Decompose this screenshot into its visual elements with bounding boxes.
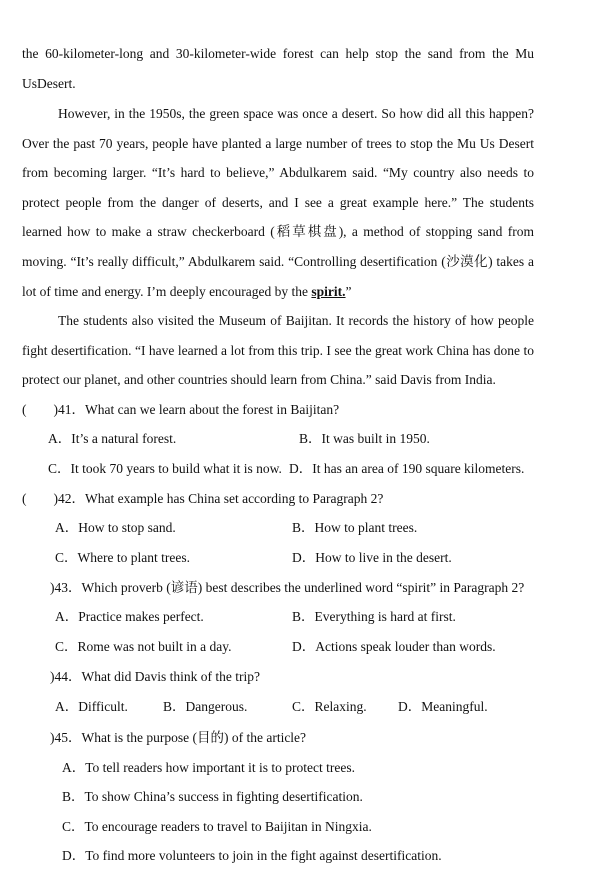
- question-stem: Which proverb (谚语) best describes the underlined word “spirit” in Paragraph 2?: [81, 580, 525, 595]
- option-d: D．Meaningful.: [398, 699, 488, 714]
- passage-line: from becoming larger. “It’s hard to believe,” Abdulkarem said. “My country also needs to: [22, 165, 534, 180]
- passage-line: protect people from the danger of deserts, and I see a great example here.” The students: [22, 195, 534, 210]
- option-b: B．How to plant trees.: [292, 520, 418, 535]
- option-b: B．Everything is hard at first.: [292, 609, 456, 624]
- passage-line: [22, 283, 352, 301]
- option-c: C．Rome was not built in a day.: [55, 639, 232, 654]
- question-45: [50, 729, 306, 747]
- passage-line: The students also visited the Museum of Baijitan. It records the history of how people: [58, 313, 534, 328]
- option-a: A．To tell readers how important it is to protect trees.: [62, 760, 355, 775]
- passage-line: the 60-kilometer-long and 30-kilometer-wide forest can help stop the sand from the Mu: [22, 46, 534, 61]
- passage-line: fight desertification. “I have learned a lot from this trip. I see the great work China has done to: [22, 343, 534, 358]
- question-41: [22, 401, 339, 419]
- option-d: D．It has an area of 190 square kilometers.: [289, 461, 525, 476]
- option-a: A．Difficult.: [55, 699, 128, 714]
- passage-line: moving. “It’s really difficult,” Abdulkarem said. “Controlling desertification (沙漠化) takes a: [22, 254, 534, 269]
- question-stem: What can we learn about the forest in Baijitan?: [85, 402, 340, 417]
- question-42: [22, 490, 383, 508]
- question-number: )43．: [50, 580, 82, 595]
- option-d: D．How to live in the desert.: [292, 550, 452, 565]
- passage-text: ”: [345, 284, 352, 299]
- option-c: C．To encourage readers to travel to Baijitan in Ningxia.: [62, 819, 372, 834]
- underlined-word-spirit: spirit.: [311, 284, 346, 299]
- option-d: D．Actions speak louder than words.: [292, 639, 496, 654]
- question-number: ( )41．: [22, 402, 85, 417]
- question-number: )44．: [50, 669, 82, 684]
- option-a: A．Practice makes perfect.: [55, 609, 204, 624]
- option-d: D．To find more volunteers to join in the fight against desertification.: [62, 848, 442, 863]
- question-43: [50, 579, 524, 597]
- passage-line: However, in the 1950s, the green space was once a desert. So how did all this happen?: [58, 106, 534, 121]
- option-c: C．Where to plant trees.: [55, 550, 190, 565]
- option-b: B．It was built in 1950.: [299, 431, 430, 446]
- question-number: )45．: [50, 730, 82, 745]
- passage-line: UsDesert.: [22, 76, 76, 91]
- option-c: C．Relaxing.: [292, 699, 367, 714]
- question-stem: What example has China set according to Paragraph 2?: [85, 491, 384, 506]
- question-stem: What is the purpose (目的) of the article?: [81, 730, 307, 745]
- option-a: A．How to stop sand.: [55, 520, 176, 535]
- option-a: A．It’s a natural forest.: [48, 431, 177, 446]
- passage-line: Over the past 70 years, people have planted a large number of trees to stop the Mu Us Desert: [22, 136, 534, 151]
- question-stem: What did Davis think of the trip?: [81, 669, 260, 684]
- option-b: B．To show China’s success in fighting desertification.: [62, 789, 363, 804]
- passage-text: lot of time and energy. I’m deeply encouraged by the: [22, 284, 312, 299]
- option-c: C．It took 70 years to build what it is now.: [48, 461, 282, 476]
- question-44: [50, 668, 260, 686]
- option-b: B．Dangerous.: [163, 699, 248, 714]
- question-number: ( )42．: [22, 491, 85, 506]
- passage-line: protect our planet, and other countries should learn from China.” said Davis from India.: [22, 372, 496, 387]
- passage-line: learned how to make a straw checkerboard (稻草棋盘), a method of stopping sand from: [22, 224, 534, 239]
